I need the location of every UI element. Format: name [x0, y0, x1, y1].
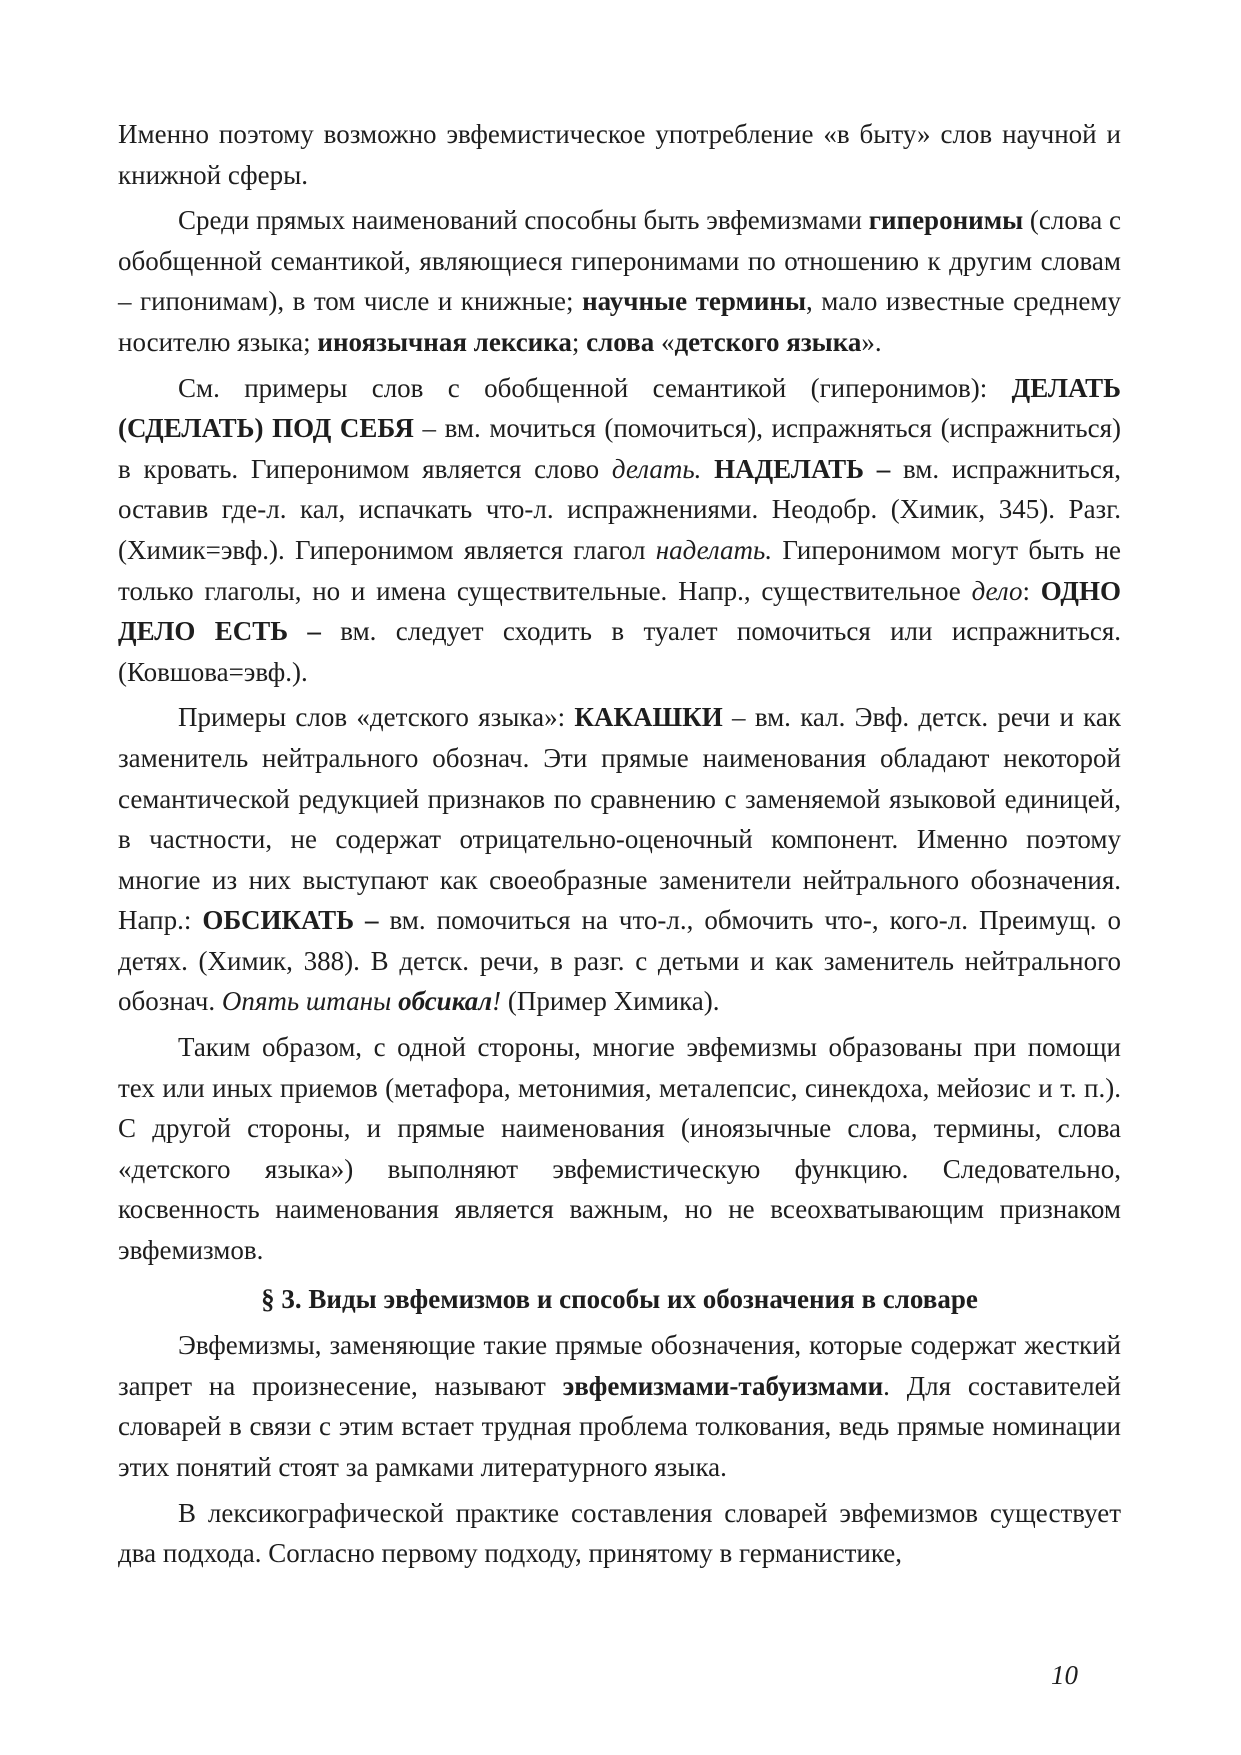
emphasis-run: детского языка [674, 326, 862, 357]
emphasis-run: обсикал [398, 986, 493, 1017]
emphasis-run: наделать. [655, 534, 773, 565]
text-run: – вм. кал. Эвф. детск. речи и как заменитель нейтрального обознач. Эти прямые наименования обладают некоторой семантической редукцией признаков по сравнению с заменяемой языковой единицей, в частности, не содержат отрицательно-оценочный компонент. Именно поэтому многие из них выступают как своеобразные заменители нейтрального обозначения. Напр.: [118, 702, 1121, 936]
text-run: : [1022, 575, 1041, 606]
emphasis-run: ! [492, 986, 502, 1017]
text-run: Среди прямых наименований способны быть эвфемизмами [178, 205, 869, 236]
text-run: вм. испражниться, оставив где-л. кал, испачкать что-л. испражнениями. Неодобр. (Химик, 345). Разг. (Химик=эвф.). Гиперонимом является глагол [118, 453, 1122, 565]
text-run: вм. следует сходить в туалет помочиться или испражниться. (Ковшова=эвф.). [118, 616, 1122, 687]
paragraph-group [118, 1325, 1121, 1574]
paragraph [118, 114, 1121, 195]
text-run: Гиперонимом могут быть не только глаголы, но и имена существительные. Напр., существительное [118, 534, 1121, 606]
paragraph [118, 697, 1121, 1022]
text-run: Именно поэтому возможно эвфемистическое употребление «в быту» слов научной и книжной сферы. [118, 119, 1121, 190]
emphasis-run: делать. [611, 453, 702, 484]
text-run: , мало известные среднему носителю языка; [118, 286, 1121, 357]
main-text [118, 114, 1121, 1574]
paragraph [118, 1325, 1121, 1487]
text-run [701, 454, 714, 484]
text-run: (слова с обобщенной семантикой, являющиеся гиперонимами по отношению к другим словам – гипонимам), в том числе и книжные; [118, 205, 1121, 317]
emphasis-run: КАКАШКИ [574, 702, 723, 733]
text-run: « [654, 326, 675, 357]
text-run: (Пример Химика). [501, 986, 720, 1017]
emphasis-run: Опять штаны [221, 986, 399, 1017]
paragraph-group [118, 114, 1121, 1271]
emphasis-run: слова [586, 326, 655, 357]
text-run: Примеры слов «детского языка»: [178, 702, 575, 733]
text-run: Таким образом, с одной стороны, многие эвфемизмы образованы при помощи тех или иных приемов (метафора, метонимия, металепсис, синекдоха, мейозис и т. п.). С другой стороны, и прямые наименования (иноязычные слова, термины, слова «детского языка») выполняют эвфемистическую функцию. Следовательно, косвенность наименования является важным, но не всеохватывающим признаком эвфемизмов. [118, 1032, 1121, 1266]
text-run: ». [861, 326, 882, 357]
paragraph [118, 368, 1121, 693]
emphasis-run: ОДНО ДЕЛО ЕСТЬ – [118, 575, 1121, 647]
emphasis-run: гиперонимы [868, 205, 1024, 236]
emphasis-run: эвфемизмами-табуизмами [562, 1370, 884, 1401]
paragraph [118, 1027, 1121, 1271]
text-run: См. примеры слов с обобщенной семантикой (гиперонимов): [178, 372, 1012, 403]
paragraph [118, 200, 1121, 362]
emphasis-run: НАДЕЛАТЬ – [714, 453, 891, 484]
section-heading: § 3. Виды эвфемизмов и способы их обозначения в словаре [261, 1283, 978, 1314]
emphasis-run: научные термины [582, 286, 807, 317]
text-run: вм. помочиться на что-л., обмочить что-, кого-л. Преимущ. о детях. (Химик, 388). В детск. речи, в разг. с детьми и как заменитель нейтрального обознач. [118, 905, 1121, 1017]
text-run: В лексикографической практике составления словарей эвфемизмов существует два подхода. Согласно первому подходу, принятому в германистике, [118, 1497, 1121, 1569]
text-run: ; [571, 326, 587, 357]
emphasis-run: ДЕЛАТЬ (СДЕЛАТЬ) ПОД СЕБЯ [118, 372, 1121, 444]
emphasis-run: ОБСИКАТЬ – [202, 905, 379, 936]
page-number: 10 [1051, 1660, 1078, 1690]
emphasis-run: иноязычная лексика [317, 326, 572, 357]
text-run: – вм. мочиться (помочиться), испражняться (испражниться) в кровать. Гиперонимом является слово [118, 413, 1121, 484]
emphasis-run: дело [971, 575, 1023, 606]
paragraph [118, 1493, 1121, 1574]
text-run: Эвфемизмы, заменяющие такие прямые обозначения, которые содержат жесткий запрет на произнесение, называют [118, 1330, 1121, 1401]
text-run: . Для составителей словарей в связи с этим встает трудная проблема толкования, ведь прямые номинации этих понятий стоят за рамками литературного языка. [118, 1370, 1122, 1482]
